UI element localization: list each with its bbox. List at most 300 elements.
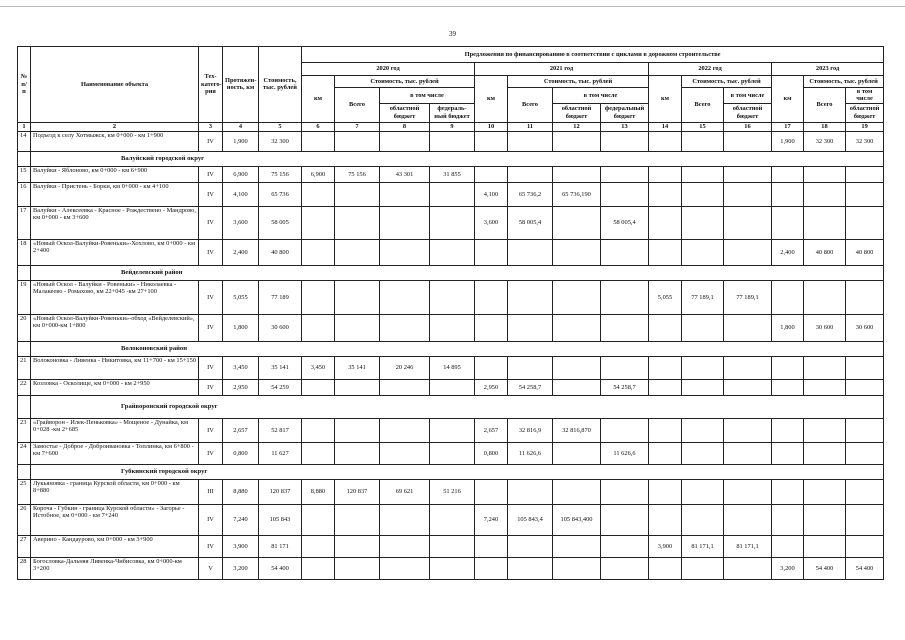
table-cell: 40 800: [846, 239, 884, 265]
table-cell: [302, 442, 335, 464]
table-cell: [475, 535, 508, 557]
table-cell: [772, 356, 804, 379]
table-cell: 32 300: [846, 131, 884, 151]
header-km-2022: км: [649, 76, 682, 123]
row-number: 18: [18, 239, 31, 265]
column-number: 16: [724, 122, 772, 131]
top-rule: [0, 6, 905, 7]
table-cell: [508, 280, 553, 314]
table-cell: 11 626,6: [508, 442, 553, 464]
table-cell: [846, 206, 884, 239]
section-title: Грайворонский городской округ: [31, 395, 884, 418]
table-cell: [682, 239, 724, 265]
table-cell: [553, 479, 601, 504]
table-cell: [302, 182, 335, 206]
table-cell: [302, 535, 335, 557]
table-cell: IV: [199, 206, 223, 239]
table-cell: [553, 379, 601, 395]
table-cell: [682, 557, 724, 579]
object-name: «Новый Оскол-Валуйки-Ровеньки»-обход «Вейделевский», км 0+000-км 1+800: [31, 314, 199, 341]
table-cell: [724, 379, 772, 395]
header-km-2023: км: [772, 76, 804, 123]
table-cell: 3,450: [302, 356, 335, 379]
table-cell: [772, 182, 804, 206]
table-cell: [846, 479, 884, 504]
header-km-2020: км: [302, 76, 335, 123]
table-cell: 69 621: [380, 479, 430, 504]
table-cell: [772, 166, 804, 182]
header-federal-2020: федераль- ный бюджет: [430, 103, 475, 122]
section-spacer: [18, 395, 31, 418]
table-cell: 81 171,1: [682, 535, 724, 557]
table-cell: [682, 314, 724, 341]
object-name: Короча - Губкин - граница Курской области» - Загорье - Истобное, км 0+000 - км 7+240: [31, 504, 199, 535]
table-cell: 0,800: [475, 442, 508, 464]
table-cell: [335, 557, 380, 579]
row-number: 14: [18, 131, 31, 151]
table-cell: [846, 442, 884, 464]
table-row: [18, 442, 884, 464]
row-number: 27: [18, 535, 31, 557]
table-cell: 3,600: [223, 206, 259, 239]
table-cell: [475, 280, 508, 314]
table-row: [18, 557, 884, 579]
table-cell: [682, 131, 724, 151]
column-number: 9: [430, 122, 475, 131]
table-cell: [724, 479, 772, 504]
table-cell: 54 259: [259, 379, 302, 395]
table-cell: [508, 239, 553, 265]
object-name: Аверино - Кандаурово, км 0+000 - км 3+900: [31, 535, 199, 557]
column-number: 6: [302, 122, 335, 131]
table-cell: 40 800: [804, 239, 846, 265]
table-cell: 54 258,7: [508, 379, 553, 395]
table-cell: [553, 131, 601, 151]
table-cell: [772, 280, 804, 314]
table-cell: [380, 182, 430, 206]
table-cell: [846, 166, 884, 182]
table-cell: [553, 442, 601, 464]
table-cell: 75 156: [335, 166, 380, 182]
table-cell: 2,400: [223, 239, 259, 265]
table-cell: [724, 314, 772, 341]
row-number: 21: [18, 356, 31, 379]
table-cell: [430, 131, 475, 151]
table-cell: [772, 479, 804, 504]
table-cell: [475, 131, 508, 151]
column-number: 1: [18, 122, 31, 131]
object-name: Лукьяновка - граница Курской области, км 0+000 - км 8+880: [31, 479, 199, 504]
table-cell: IV: [199, 166, 223, 182]
header-cost-2021: Стоимость, тыс. рублей: [508, 76, 649, 88]
table-row: [18, 356, 884, 379]
table-cell: 120 837: [335, 479, 380, 504]
table-cell: 105 843,400: [553, 504, 601, 535]
table-cell: [302, 239, 335, 265]
table-cell: [804, 182, 846, 206]
table-cell: 7,240: [223, 504, 259, 535]
object-name: Валуйки - Пристень - Борки, км 0+000 - км 4+100: [31, 182, 199, 206]
table-row: [18, 418, 884, 442]
table-cell: [804, 418, 846, 442]
row-number: 16: [18, 182, 31, 206]
table-cell: [804, 379, 846, 395]
table-cell: [335, 182, 380, 206]
table-cell: IV: [199, 131, 223, 151]
row-number: 24: [18, 442, 31, 464]
table-cell: [804, 280, 846, 314]
table-cell: [772, 206, 804, 239]
table-cell: [601, 280, 649, 314]
table-cell: IV: [199, 442, 223, 464]
table-cell: [380, 535, 430, 557]
table-cell: [682, 206, 724, 239]
table-cell: [724, 166, 772, 182]
table-cell: [724, 131, 772, 151]
header-regional-2023: областной бюджет: [846, 103, 884, 122]
table-cell: 32 300: [259, 131, 302, 151]
section-spacer: [18, 464, 31, 479]
table-cell: IV: [199, 504, 223, 535]
table-cell: [846, 504, 884, 535]
section-row: [18, 265, 884, 280]
table-cell: 2,657: [223, 418, 259, 442]
table-cell: 81 171,1: [724, 535, 772, 557]
table-cell: [302, 504, 335, 535]
table-cell: 8,880: [302, 479, 335, 504]
header-proposals: Предложения по финансированию в соответствии с циклами в дорожном строительстве: [302, 47, 884, 63]
header-regional-2021: областной бюджет: [553, 103, 601, 122]
table-cell: [553, 166, 601, 182]
table-cell: [553, 206, 601, 239]
table-cell: 30 600: [259, 314, 302, 341]
object-name: Замостье - Доброе - Доброивановка - Топлинка, км 6+800 - км 7+600: [31, 442, 199, 464]
table-cell: [508, 535, 553, 557]
table-cell: [430, 182, 475, 206]
table-cell: [302, 206, 335, 239]
table-cell: [335, 418, 380, 442]
table-row: [18, 182, 884, 206]
table-cell: [335, 131, 380, 151]
table-cell: [724, 239, 772, 265]
table-cell: [724, 442, 772, 464]
table-cell: 52 817: [259, 418, 302, 442]
table-cell: [649, 166, 682, 182]
table-cell: [380, 239, 430, 265]
column-number: 15: [682, 122, 724, 131]
table-cell: 1,900: [223, 131, 259, 151]
table-cell: IV: [199, 356, 223, 379]
header-year-2022: 2022 год: [649, 63, 772, 76]
header-including-2022: в том числе: [724, 88, 772, 104]
table-cell: 11 626,6: [601, 442, 649, 464]
column-number: 14: [649, 122, 682, 131]
table-cell: [649, 206, 682, 239]
table-cell: [335, 314, 380, 341]
table-cell: [553, 239, 601, 265]
section-spacer: [18, 265, 31, 280]
table-cell: [846, 182, 884, 206]
header-year-2021: 2021 год: [475, 63, 649, 76]
table-cell: [335, 206, 380, 239]
table-cell: [380, 131, 430, 151]
table-cell: [380, 504, 430, 535]
table-cell: 11 627: [259, 442, 302, 464]
column-number: 8: [380, 122, 430, 131]
table-cell: 54 400: [846, 557, 884, 579]
table-row: [18, 166, 884, 182]
table-cell: 58 005,4: [508, 206, 553, 239]
table-cell: [724, 356, 772, 379]
table-cell: [508, 557, 553, 579]
table-cell: 35 141: [335, 356, 380, 379]
table-cell: [302, 131, 335, 151]
section-title: Волоконовский район: [31, 341, 884, 356]
table-cell: V: [199, 557, 223, 579]
table-cell: [724, 206, 772, 239]
table-cell: [335, 280, 380, 314]
table-cell: [649, 239, 682, 265]
object-name: «Новый Оскол-Валуйки-Ровеньки»-Хохлово, км 0+000 - км 2+400: [31, 239, 199, 265]
table-body: [18, 131, 884, 579]
table-cell: [804, 356, 846, 379]
page-number: 39: [449, 30, 456, 38]
table-cell: 32 816,870: [553, 418, 601, 442]
table-cell: [302, 418, 335, 442]
table-cell: [430, 314, 475, 341]
column-number: 13: [601, 122, 649, 131]
table-row: [18, 131, 884, 151]
row-number: 17: [18, 206, 31, 239]
row-number: 28: [18, 557, 31, 579]
table-cell: [430, 535, 475, 557]
table-cell: [846, 379, 884, 395]
header-federal-2021: федеральный бюджет: [601, 103, 649, 122]
table-cell: [380, 206, 430, 239]
table-cell: [380, 557, 430, 579]
table-cell: 65 736,190: [553, 182, 601, 206]
table-cell: 32 816,9: [508, 418, 553, 442]
header-cost-2020: Стоимость, тыс. рублей: [335, 76, 475, 88]
section-spacer: [18, 151, 31, 166]
table-cell: 58 005,4: [601, 206, 649, 239]
column-number: 5: [259, 122, 302, 131]
header-category: Тех- катего- рия: [199, 47, 223, 123]
table-cell: 3,600: [475, 206, 508, 239]
table-cell: [475, 557, 508, 579]
table-cell: [649, 356, 682, 379]
table-cell: [649, 479, 682, 504]
table-cell: 5,055: [649, 280, 682, 314]
table-cell: 77 189,1: [724, 280, 772, 314]
table-cell: [430, 280, 475, 314]
table-cell: [649, 182, 682, 206]
table-row: [18, 535, 884, 557]
table-cell: 0,800: [223, 442, 259, 464]
table-row: [18, 206, 884, 239]
table-cell: 30 600: [804, 314, 846, 341]
table-cell: [649, 504, 682, 535]
section-row: [18, 395, 884, 418]
table-cell: 65 736,2: [508, 182, 553, 206]
table-cell: 81 171: [259, 535, 302, 557]
table-cell: 6,900: [302, 166, 335, 182]
table-cell: [772, 442, 804, 464]
table-cell: 6,900: [223, 166, 259, 182]
header-year-2023: 2023 год: [772, 63, 884, 76]
table-cell: [724, 557, 772, 579]
object-name: Валуйки - Яблоново, км 0+000 - км 6+900: [31, 166, 199, 182]
table-cell: [601, 131, 649, 151]
table-cell: [601, 479, 649, 504]
table-cell: [649, 442, 682, 464]
column-number: 19: [846, 122, 884, 131]
row-number: 15: [18, 166, 31, 182]
table-cell: [804, 479, 846, 504]
table-cell: [380, 280, 430, 314]
header-no: № п/п: [18, 47, 31, 123]
table-cell: [601, 356, 649, 379]
column-numbers-row: [18, 122, 884, 131]
table-cell: [649, 131, 682, 151]
table-row: [18, 479, 884, 504]
header-total-2021: Всего: [508, 88, 553, 123]
table-cell: [804, 535, 846, 557]
table-cell: [601, 166, 649, 182]
table-cell: [804, 442, 846, 464]
table-cell: [335, 442, 380, 464]
table-cell: [724, 418, 772, 442]
table-cell: [302, 280, 335, 314]
table-cell: 1,800: [223, 314, 259, 341]
header-including-2020: в том числе: [380, 88, 475, 104]
table-cell: [335, 379, 380, 395]
table-cell: [302, 314, 335, 341]
table-cell: [601, 535, 649, 557]
table-cell: [682, 166, 724, 182]
table-cell: [380, 314, 430, 341]
column-number: 12: [553, 122, 601, 131]
object-name: «Новый Оскол - Валуйки - Ровеньки» - Николаевка - Малакеево - Ромахово, км 22+045 -км 27+100: [31, 280, 199, 314]
table-cell: [475, 166, 508, 182]
table-cell: [380, 418, 430, 442]
table-cell: [804, 504, 846, 535]
table-cell: 2,950: [223, 379, 259, 395]
table-cell: 58 005: [259, 206, 302, 239]
table-cell: [553, 356, 601, 379]
row-number: 23: [18, 418, 31, 442]
table-cell: 3,900: [223, 535, 259, 557]
table-cell: [649, 418, 682, 442]
header-including-2021: в том числе: [553, 88, 649, 104]
table-cell: [682, 442, 724, 464]
table-cell: 120 837: [259, 479, 302, 504]
table-cell: [682, 182, 724, 206]
table-cell: [380, 442, 430, 464]
column-number: 11: [508, 122, 553, 131]
table-cell: 32 300: [804, 131, 846, 151]
table-cell: [682, 479, 724, 504]
table-cell: IV: [199, 314, 223, 341]
table-row: [18, 379, 884, 395]
table-cell: [475, 314, 508, 341]
table-cell: IV: [199, 239, 223, 265]
table-cell: [846, 535, 884, 557]
table-cell: [380, 379, 430, 395]
object-name: Богословка-Дальняя Ливенка-Чибисовка, км 0+000-км 3+200: [31, 557, 199, 579]
table-cell: [430, 379, 475, 395]
object-name: «Грайворон - Илек-Пеньковка» - Мощеное - Дунайка, км 0+028 -км 2+685: [31, 418, 199, 442]
header-km-2021: км: [475, 76, 508, 123]
table-cell: [724, 182, 772, 206]
table-cell: 4,100: [475, 182, 508, 206]
table-cell: [772, 418, 804, 442]
header-length: Протяжен- ность, км: [223, 47, 259, 123]
header-total-2022: Всего: [682, 88, 724, 123]
table-cell: 65 736: [259, 182, 302, 206]
table-cell: [430, 239, 475, 265]
table-cell: [508, 479, 553, 504]
table-cell: 14 895: [430, 356, 475, 379]
table-cell: 77 189: [259, 280, 302, 314]
table-cell: [430, 504, 475, 535]
table-cell: 31 855: [430, 166, 475, 182]
table-cell: [508, 166, 553, 182]
object-name: Подъезд к селу Хотмыжск, км 0+000 - км 1+900: [31, 131, 199, 151]
table-cell: 40 800: [259, 239, 302, 265]
table-cell: [804, 206, 846, 239]
table-cell: 1,800: [772, 314, 804, 341]
table-cell: [601, 504, 649, 535]
row-number: 26: [18, 504, 31, 535]
header-name: Наименование объекта: [31, 47, 199, 123]
table-cell: 35 141: [259, 356, 302, 379]
column-number: 18: [804, 122, 846, 131]
table-cell: 3,900: [649, 535, 682, 557]
table-cell: [772, 379, 804, 395]
table-cell: III: [199, 479, 223, 504]
table-cell: 20 246: [380, 356, 430, 379]
table-cell: [302, 379, 335, 395]
table-cell: [430, 206, 475, 239]
table-cell: [649, 379, 682, 395]
table-cell: [682, 504, 724, 535]
table-cell: [508, 356, 553, 379]
section-row: [18, 341, 884, 356]
header-regional-2020: областной бюджет: [380, 103, 430, 122]
table-cell: [804, 166, 846, 182]
object-name: Валуйки - Алексеевка - Красное - Рождествено - Мандрово, км 0+000 - км 3+600: [31, 206, 199, 239]
table-cell: IV: [199, 379, 223, 395]
table-cell: [601, 239, 649, 265]
table-cell: 3,200: [223, 557, 259, 579]
table-cell: [649, 557, 682, 579]
table-cell: [846, 280, 884, 314]
table-cell: [553, 280, 601, 314]
table-cell: [553, 314, 601, 341]
column-number: 3: [199, 122, 223, 131]
table-cell: IV: [199, 535, 223, 557]
table-cell: 8,880: [223, 479, 259, 504]
header-total-2023: Всего: [804, 88, 846, 123]
row-number: 19: [18, 280, 31, 314]
table-cell: [649, 314, 682, 341]
table-cell: [601, 418, 649, 442]
section-title: Губкинский городской округ: [31, 464, 884, 479]
header-regional-2022: областной бюджет: [724, 103, 772, 122]
table-cell: [475, 479, 508, 504]
table-cell: 54 400: [804, 557, 846, 579]
